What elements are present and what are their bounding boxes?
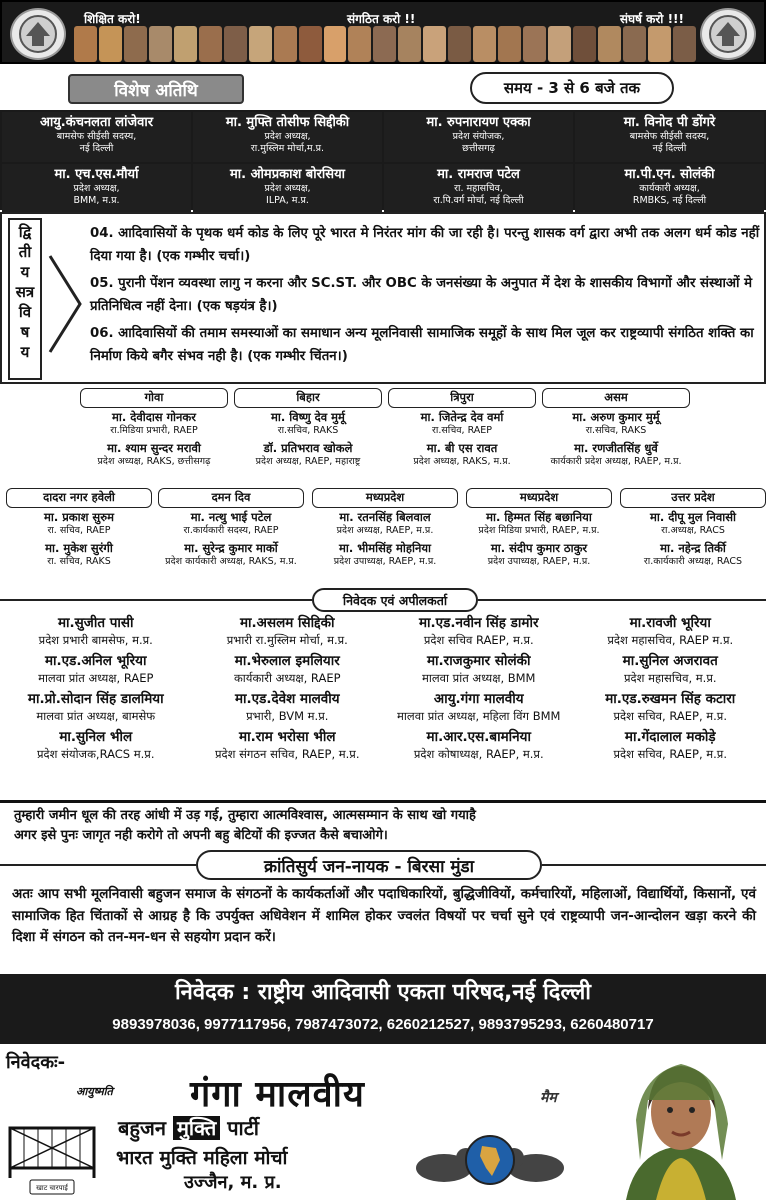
session-topic <box>90 222 760 268</box>
divider <box>0 800 766 803</box>
cot-symbol-icon <box>4 1118 100 1198</box>
special-guests-heading: विशेष अतिथि <box>68 74 244 104</box>
representative-name: मा. हिम्मत सिंह बछानिया <box>486 510 592 524</box>
appellant-name: मा.भेरुलाल इमलियार <box>234 653 340 669</box>
birsa-munda-tagline: क्रांतिसुर्य जन-नायक - बिरसा मुंडा <box>196 850 542 880</box>
representative-name: मा. बी एस रावत <box>426 441 498 455</box>
vertical-title-char: ष <box>20 323 30 341</box>
appellant-name: मा.एड.नवीन सिंह डामोर <box>418 615 539 631</box>
leader-portrait <box>623 26 646 62</box>
appellant-name: मा.असलम सिद्दिकी <box>239 615 335 631</box>
vertical-title-char: द्वि <box>18 223 32 241</box>
guest-card <box>193 112 382 162</box>
guest-location: नई दिल्ली <box>79 143 114 154</box>
party-name-b: मुक्ति <box>173 1116 220 1140</box>
leader-portrait <box>224 26 247 62</box>
footer-banner <box>0 974 766 1044</box>
leader-portrait <box>398 26 421 62</box>
divider <box>542 864 766 866</box>
guest-location: छत्तीसगढ़ <box>462 143 495 154</box>
topic-text: 05. पुरानी पेंशन व्यवस्था लागु न करना और SC.ST. और OBC के जनसंख्या के अनुपात में देश के शासकीय विभागों और संस्थाओं मे प्रतिनिधित्व नहीं देना। <box>90 276 753 314</box>
guest-card <box>2 164 191 214</box>
appellant-name: मा.एड.अनिल भूरिया <box>44 653 147 669</box>
appellant-role: प्रदेश महासचिव, म.प्र. <box>623 671 717 685</box>
representative-role: प्रदेश अध्यक्ष, RAKS, छत्तीसगढ़ <box>97 456 211 467</box>
guest-location: रा.पि.वर्ग मोर्चा, नई दिल्ली <box>433 195 524 206</box>
leader-portraits-strip <box>74 26 696 62</box>
state-name: गोवा <box>80 388 228 408</box>
appellants-heading: निवेदक एवं अपीलकर्ता <box>312 588 478 612</box>
representative-role: रा.सचिव, RAKS <box>277 425 339 436</box>
requester-label: निवेदकः- <box>6 1052 66 1073</box>
appellant-name: मा.प्रो.सोदान सिंह डालमिया <box>27 691 164 707</box>
appellant-role: प्रदेश सचिव, RAEP, म.प्र. <box>613 709 728 723</box>
representative-name: मा. अरुण कुमार मुर्मू <box>572 410 660 424</box>
leader-portrait <box>673 26 696 62</box>
guest-location: BMM, म.प्र. <box>73 195 120 206</box>
cot-caption: खाट चारपाई <box>36 1184 68 1192</box>
appellant-card <box>0 652 192 686</box>
slogan-educate: शिक्षित करो! <box>84 12 141 26</box>
appellant-name: मा.सुजीत पासी <box>57 615 134 631</box>
appellant-role: प्रदेश संगठन सचिव, RAEP, म.प्र. <box>215 747 360 761</box>
bottom-section <box>0 1046 766 1200</box>
topic-emphasis: (एक षड़यंत्र है।) <box>196 299 278 314</box>
footer-title: निवेदक : राष्ट्रीय आदिवासी एकता परिषद,नई दिल्ली <box>174 980 591 1005</box>
representative-name: मा. दीपू मुल निवासी <box>649 510 736 524</box>
suffix-mem: मैम <box>540 1090 557 1106</box>
appellant-name: मा.सुनिल अजरावत <box>622 653 718 669</box>
warning-line-2: अगर इसे पुनः जागृत नही करोगे तो अपनी बहु बेटियों की इज्जत कैसे बचाओगे। <box>14 828 388 843</box>
leader-portrait <box>74 26 97 62</box>
guest-location: ILPA, म.प्र. <box>266 195 309 206</box>
appellants-grid <box>0 614 766 762</box>
guest-name: मा. विनोद पी डोंगरे <box>623 115 716 130</box>
appellant-role: प्रभारी, BVM म.प्र. <box>246 709 329 723</box>
vertical-title-char: य <box>20 263 30 281</box>
state-name: मध्यप्रदेश <box>466 488 612 508</box>
slogan-agitate: संघर्ष करो !!! <box>619 12 684 26</box>
guest-name: मा. रुपनारायण एक्का <box>426 115 531 130</box>
divider <box>0 864 196 866</box>
appellant-role: प्रदेश प्रभारी बामसेफ, म.प्र. <box>38 633 153 647</box>
appellant-role: मालवा प्रांत अध्यक्ष, बामसेफ <box>36 709 156 723</box>
topic-list <box>90 222 760 372</box>
state-block <box>158 488 304 572</box>
guest-location: रा.मुस्लिम मोर्चा,म.प्र. <box>250 143 325 154</box>
appellant-card <box>192 690 384 724</box>
representative-role: रा. सचिव, RAKS <box>47 556 111 567</box>
guest-card <box>2 112 191 162</box>
session-vertical-title <box>8 218 42 380</box>
representative-role: प्रदेश उपाध्यक्ष, RAEP, म.प्र. <box>487 556 591 567</box>
guest-role: प्रदेश अध्यक्ष, <box>264 131 311 142</box>
leader-portrait <box>274 26 297 62</box>
appellant-card <box>192 728 384 762</box>
appellant-name: मा.आर.एस.बामनिया <box>426 729 531 745</box>
representative-role: रा.कार्यकारी सदस्य, RAEP <box>183 525 279 536</box>
divider <box>0 599 312 601</box>
appellant-role: प्रदेश संयोजक,RACS म.प्र. <box>37 747 155 761</box>
appellant-card <box>575 728 766 762</box>
representative-name: मा. नत्थु भाई पटेल <box>190 510 272 524</box>
guest-card <box>384 164 573 214</box>
state-block <box>80 388 228 472</box>
appellant-role: प्रदेश कोषाध्यक्ष, RAEP, म.प्र. <box>413 747 544 761</box>
state-block <box>234 388 382 472</box>
appellant-card <box>383 614 575 648</box>
state-block <box>620 488 766 572</box>
representative-role: प्रदेश मिडिया प्रभारी, RAEP, म.प्र. <box>478 525 600 536</box>
second-session-topics <box>0 212 766 384</box>
leader-portrait <box>423 26 446 62</box>
appellant-name: मा.रावजी भूरिया <box>629 615 711 631</box>
guest-card <box>384 112 573 162</box>
state-name: बिहार <box>234 388 382 408</box>
organization-logo-right <box>700 8 756 60</box>
appellant-name: आयु.गंगा मालवीय <box>433 691 524 707</box>
representative-name: डॉ. प्रतिभराव खोकले <box>263 441 353 455</box>
leader-portrait <box>174 26 197 62</box>
honorific: आयुष्मति <box>76 1085 113 1098</box>
representative-role: प्रदेश उपाध्यक्ष, RAEP, म.प्र. <box>333 556 437 567</box>
representative-name: मा. नहेन्द्र तिर्की <box>660 541 726 555</box>
guest-name: मा. रामराज पटेल <box>437 167 520 182</box>
guest-location: नई दिल्ली <box>652 143 687 154</box>
state-block <box>466 488 612 572</box>
representative-name: मा. रणजीतसिंह धुर्वे <box>574 441 658 455</box>
guest-name: मा. मुफ्ति तोसीफ सिद्दीकी <box>225 115 350 130</box>
appellant-name: मा.राम भरोसा भील <box>239 729 336 745</box>
lion-emblem-icon <box>410 1124 570 1200</box>
representative-role: रा.सचिव, RAKS <box>585 425 647 436</box>
appellant-name: मा.राजकुमार सोलंकी <box>426 653 531 669</box>
representative-name: मा. श्याम सुन्दर मरावी <box>107 441 201 455</box>
guest-card <box>575 112 764 162</box>
vertical-title-char: य <box>20 343 30 361</box>
chevron-right-icon <box>46 254 84 354</box>
vertical-title-char: वि <box>18 303 32 321</box>
representative-role: रा.अध्यक्ष, RACS <box>661 525 725 536</box>
leader-portrait <box>523 26 546 62</box>
leader-portrait <box>199 26 222 62</box>
representative-role: कार्यकारी प्रदेश अध्यक्ष, RAEP, म.प्र. <box>550 456 682 467</box>
state-block <box>388 388 536 472</box>
leader-portrait <box>348 26 371 62</box>
representative-role: प्रदेश कार्यकारी अध्यक्ष, RAKS, म.प्र. <box>165 556 297 567</box>
session-topic <box>90 272 760 318</box>
appellant-card <box>575 690 766 724</box>
representative-role: रा. सचिव, RAEP <box>47 525 111 536</box>
guest-role: प्रदेश अध्यक्ष, <box>264 183 311 194</box>
appellant-role: प्रदेश सचिव RAEP, म.प्र. <box>423 633 534 647</box>
city-name: उज्जैन, म. प्र. <box>184 1172 282 1193</box>
guest-role: बामसेफ सीईसी सदस्य, <box>56 131 137 142</box>
state-name: मध्यप्रदेश <box>312 488 458 508</box>
representative-role: रा.मिडिया प्रभारी, RAEP <box>110 425 198 436</box>
guest-role: प्रदेश अध्यक्ष, <box>73 183 120 194</box>
appellant-role: प्रदेश महासचिव, RAEP म.प्र. <box>607 633 734 647</box>
morcha-name: भारत मुक्ति महिला मोर्चा <box>116 1147 288 1169</box>
appellant-name: मा.एड.देवेश मालवीय <box>234 691 340 707</box>
guest-name: मा. ओमप्रकाश बोरसिया <box>230 167 345 182</box>
topic-emphasis: (एक गम्भीर चर्चा।) <box>156 249 251 264</box>
representative-name: मा. देवीदास गोनकर <box>112 410 196 424</box>
appellant-role: प्रदेश सचिव, RAEP, म.प्र. <box>613 747 728 761</box>
leader-portrait <box>324 26 347 62</box>
session-topic <box>90 322 760 368</box>
leader-portrait <box>648 26 671 62</box>
appellant-card <box>383 728 575 762</box>
appellant-name: मा.गेंदालाल मकोड़े <box>624 729 716 745</box>
leader-portrait <box>473 26 496 62</box>
guest-location: RMBKS, नई दिल्ली <box>632 195 707 206</box>
leader-portrait <box>448 26 471 62</box>
representative-name: मा. रतनसिंह बिलवाल <box>339 510 431 524</box>
representative-name: मा. जितेन्द्र देव वर्मा <box>420 410 504 424</box>
appellant-role: मालवा प्रांत अध्यक्ष, BMM <box>422 671 536 685</box>
guest-role: रा. महासचिव, <box>454 183 503 194</box>
guest-name: आयु.कंचनलता लांजेवार <box>39 115 154 130</box>
leader-portrait <box>124 26 147 62</box>
divider <box>478 599 766 601</box>
representative-name: मा. संदीप कुमार ठाकुर <box>490 541 588 555</box>
guest-role: कार्यकारी अध्यक्ष, <box>639 183 700 194</box>
leader-portrait <box>149 26 172 62</box>
guest-card <box>575 164 764 214</box>
state-name: उत्तर प्रदेश <box>620 488 766 508</box>
state-block <box>6 488 152 572</box>
warning-line-1: तुम्हारी जमीन धूल की तरह आंधी में उड़ गई, तुम्हारा आत्मविश्वास, आत्मसम्मान के साथ खो गयाहै <box>14 808 476 823</box>
appellant-card <box>192 614 384 648</box>
guest-role: प्रदेश संयोजक, <box>452 131 505 142</box>
leader-portrait <box>299 26 322 62</box>
appeal-paragraph: अतः आप सभी मूलनिवासी बहुजन समाज के संगठनों के कार्यकर्ताओं और पदाधिकारियों, बुद्धिजीवियों, कर्मचारियों, महिलाओं, विद्यार्थियों, किसानों, एवं सामाजिक हित चिंताकों से आग्रह है कि उपर्युक्त अधिवेशन में शामिल होकर ज्वलंत विषयों पर चर्चा सुने एवं राष्ट्रव्यापी जन-आन्दोलन खड़ा करने की दिशा में संगठन को तन-मन-धन से सहयोग प्रदान करें। <box>12 886 756 945</box>
state-name: दमन दिव <box>158 488 304 508</box>
appellant-card <box>383 690 575 724</box>
representative-role: प्रदेश अध्यक्ष, RAEP, महाराष्ट्र <box>255 456 361 467</box>
appellant-card <box>0 614 192 648</box>
appellant-role: कार्यकारी अध्यक्ष, RAEP <box>233 671 341 685</box>
vertical-title-char: ती <box>18 243 32 261</box>
party-name-a: बहुजन <box>118 1116 166 1140</box>
appellant-role: मालवा प्रांत अध्यक्ष, RAEP <box>38 671 154 685</box>
topic-text: 04. आदिवासियों के पृथक धर्म कोड के लिए पूरे भारत मे निरंतर मांग की जा रही है। परन्तु शासक वर्ग द्वारा अभी तक अलग धर्म कोड नहीं दिया गया है। <box>90 226 760 264</box>
leader-portrait <box>373 26 396 62</box>
topic-text: 06. आदिवासियों की तमाम समस्याओं का समाधान अन्य मूलनिवासी सामाजिक समूहों के साथ मिल जूल कर राष्ट्रव्यापी संगठित शक्ति का निर्माण किये बगैर संभव नही है। <box>90 326 754 364</box>
appellant-name: मा.एड.रुखमन सिंह कटारा <box>605 691 736 707</box>
leader-portrait <box>573 26 596 62</box>
organization-logo-left <box>10 8 66 60</box>
leader-portrait <box>548 26 571 62</box>
appellant-role: प्रभारी रा.मुस्लिम मोर्चा, म.प्र. <box>226 633 348 647</box>
appellant-name: मा.सुनिल भील <box>59 729 133 745</box>
appellant-card <box>0 690 192 724</box>
state-block <box>312 488 458 572</box>
leader-portrait <box>498 26 521 62</box>
guest-name: मा.पी.एन. सोलंकी <box>624 167 715 182</box>
representative-role: रा.सचिव, RAEP <box>431 425 493 436</box>
appellant-card <box>383 652 575 686</box>
appellant-card <box>192 652 384 686</box>
warning-text <box>14 806 758 846</box>
leader-portrait <box>249 26 272 62</box>
representative-name: मा. मुकेश सुरंगी <box>45 541 113 555</box>
guest-name: मा. एच.एस.मौर्या <box>54 167 139 182</box>
special-guests-grid <box>0 110 766 210</box>
requester-name: गंगा मालवीय <box>190 1073 365 1115</box>
state-name: असम <box>542 388 690 408</box>
state-block <box>542 388 690 472</box>
appellant-card <box>575 614 766 648</box>
guest-role: बामसेफ सीईसी सदस्य, <box>629 131 710 142</box>
leader-portrait <box>99 26 122 62</box>
event-time-badge: समय - 3 से 6 बजे तक <box>470 72 674 104</box>
top-banner <box>0 0 766 64</box>
representative-role: प्रदेश अध्यक्ष, RAKS, म.प्र. <box>413 456 511 467</box>
representative-role: प्रदेश अध्यक्ष, RAEP, म.प्र. <box>336 525 434 536</box>
leader-portrait <box>598 26 621 62</box>
representative-name: मा. भीमसिंह मोहनिया <box>338 541 431 555</box>
representative-name: मा. सुरेन्द्र कुमार मार्को <box>184 541 278 555</box>
party-name-c: पार्टी <box>227 1116 259 1140</box>
vertical-title-char: सत्र <box>15 283 35 301</box>
party-name <box>118 1114 259 1141</box>
state-name: दादरा नगर हवेली <box>6 488 152 508</box>
topic-emphasis: (एक गम्भीर चिंतन।) <box>247 349 348 364</box>
appellant-role: मालवा प्रांत अध्यक्ष, महिला विंग BMM <box>397 709 561 723</box>
state-name: त्रिपुरा <box>388 388 536 408</box>
representative-role: रा.कार्यकारी अध्यक्ष, RACS <box>643 556 743 567</box>
representative-name: मा. प्रकाश सुरुम <box>44 510 114 524</box>
guest-card <box>193 164 382 214</box>
appellant-card <box>575 652 766 686</box>
portrait-photo <box>596 1050 766 1200</box>
contact-phones: 9893978036, 9977117956, 7987473072, 6260212527, 9893795293, 6260480717 <box>112 1016 654 1033</box>
representative-name: मा. विष्णु देव मुर्मू <box>271 410 345 424</box>
slogan-organize: संगठित करो !! <box>347 12 416 26</box>
appellant-card <box>0 728 192 762</box>
